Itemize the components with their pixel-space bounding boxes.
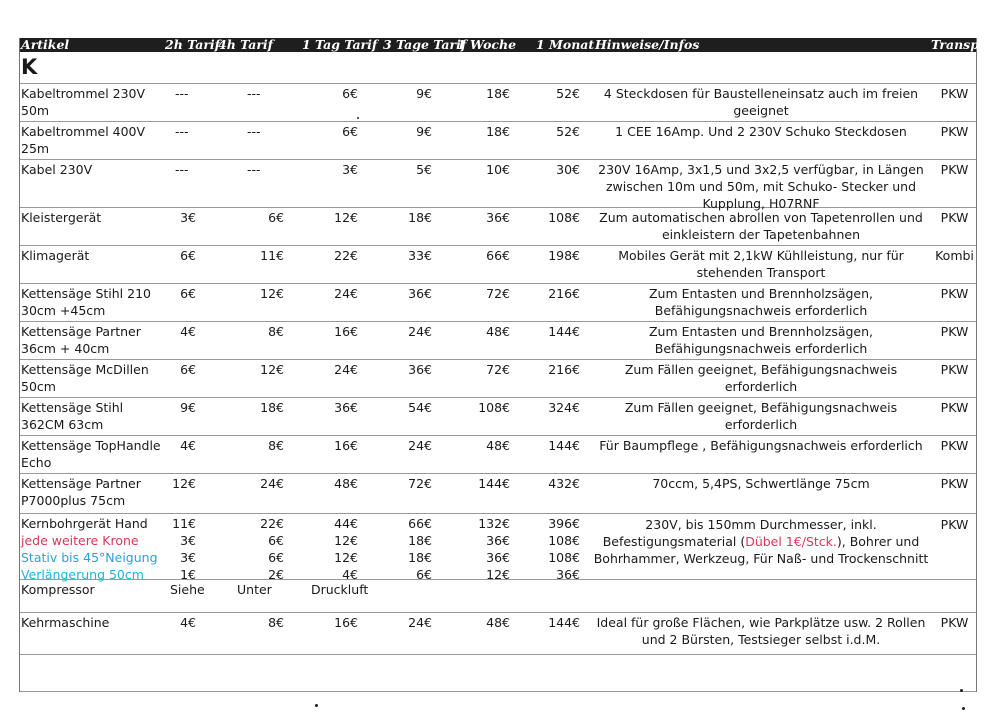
row-monat1: 324€ (548, 400, 580, 415)
kernbohr-line-h2: 11€ (172, 516, 196, 531)
row-tag1: 24€ (334, 362, 358, 377)
kehr-1monat: 144€ (548, 615, 580, 630)
row-artikel: Kettensäge Partner 36cm + 40cm (21, 324, 141, 356)
row-artikel: Kleistergerät (21, 210, 102, 225)
kernbohr-line-h2: 3€ (180, 550, 196, 565)
row-woche1: 36€ (486, 210, 510, 225)
row-transp: PKW (940, 86, 969, 101)
kernbohr-line-h2: 1€ (180, 567, 196, 582)
header-4h: 4h Tarif (218, 37, 274, 52)
price-table (19, 37, 984, 692)
kernbohr-hinweise: 230V, bis 150mm Durchmesser, inkl. Befestigungsmaterial (Dübel 1€/Stck.), Bohrer und Bohrhammer, Werkzeug, Für Naß- und Trockenschnitt (593, 517, 929, 566)
row-transp: Kombi (935, 248, 974, 263)
kernbohr-transp: PKW (940, 517, 969, 532)
row-artikel: Kabel 230V (21, 162, 93, 177)
row-woche1: 72€ (486, 362, 510, 377)
kernbohr-line-artikel: Kernbohrgerät Hand (21, 516, 148, 531)
header-3tage: 3 Tage Tarif (383, 37, 467, 52)
header-1tag: 1 Tag Tarif (302, 37, 378, 52)
row-h4: 18€ (260, 400, 284, 415)
kernbohr-line-tage3: 6€ (416, 567, 432, 582)
row-h4: 6€ (268, 210, 284, 225)
row-tag1: 6€ (342, 86, 358, 101)
header-transp: Transp. (931, 37, 984, 52)
kernbohr-line-woche1: 12€ (486, 567, 510, 582)
row-h2: 6€ (180, 362, 196, 377)
table-row-kehrmaschine (20, 613, 976, 655)
row-monat1: 216€ (548, 286, 580, 301)
kernbohr-line-tag1: 44€ (334, 516, 358, 531)
row-hinweise: Zum automatischen abrollen von Tapetenrollen und einkleistern der Tapetenbahnen (599, 210, 923, 242)
row-transp: PKW (940, 362, 969, 377)
table-row (20, 436, 976, 474)
kehr-1woche: 48€ (486, 615, 510, 630)
kernbohr-line-monat1: 108€ (548, 550, 580, 565)
kehr-4h: 8€ (268, 615, 284, 630)
kernbohr-line-tage3: 18€ (408, 550, 432, 565)
row-artikel: Kettensäge Stihl 362CM 63cm (21, 400, 124, 432)
row-monat1: 52€ (556, 124, 580, 139)
row-h2: 6€ (180, 248, 196, 263)
row-transp: PKW (940, 476, 969, 491)
kernbohr-line-artikel: Verlängerung 50cm (21, 567, 144, 582)
section-letter: K (20, 52, 976, 84)
kompressor-unter: Unter (237, 582, 272, 597)
kernbohr-line-h2: 3€ (180, 533, 196, 548)
row-tage3: 9€ (416, 124, 432, 139)
row-h2: 6€ (180, 286, 196, 301)
row-hinweise: Mobiles Gerät mit 2,1kW Kühlleistung, nur für stehenden Transport (618, 248, 904, 280)
row-woche1: 108€ (478, 400, 510, 415)
table-row-kernbohr (20, 514, 976, 580)
row-woche1: 72€ (486, 286, 510, 301)
table-row (20, 208, 976, 246)
kehr-hinweise: Ideal für große Flächen, wie Parkplätze usw. 2 Rollen und 2 Bürsten, Testsieger selbst i.d.M. (596, 615, 926, 647)
row-transp: PKW (940, 210, 969, 225)
row-hinweise: 1 CEE 16Amp. Und 2 230V Schuko Steckdosen (615, 124, 907, 139)
scan-speck (315, 704, 318, 707)
table-row (20, 160, 976, 211)
row-transp: PKW (940, 124, 969, 139)
kernbohr-line-woche1: 132€ (478, 516, 510, 531)
row-h4: 12€ (260, 362, 284, 377)
row-hinweise: Zum Fällen geeignet, Befähigungsnachweis erforderlich (624, 362, 898, 394)
row-tage3: 24€ (408, 438, 432, 453)
row-h4: 8€ (268, 438, 284, 453)
row-transp: PKW (940, 286, 969, 301)
kernbohr-line-tag1: 12€ (334, 533, 358, 548)
kernbohr-line-monat1: 108€ (548, 533, 580, 548)
row-monat1: 198€ (548, 248, 580, 263)
row-woche1: 144€ (478, 476, 510, 491)
row-h2: --- (175, 86, 189, 101)
row-h2: 4€ (180, 438, 196, 453)
table-row (20, 122, 976, 160)
article-rows (20, 84, 976, 514)
row-tage3: 54€ (408, 400, 432, 415)
kehr-1tag: 16€ (334, 615, 358, 630)
kernbohr-line-monat1: 36€ (556, 567, 580, 582)
kernbohr-line-artikel: Stativ bis 45°Neigung (21, 550, 158, 565)
row-transp: PKW (940, 438, 969, 453)
row-h4: 12€ (260, 286, 284, 301)
kernbohr-line-h4: 6€ (268, 533, 284, 548)
kompressor-artikel: Kompressor (21, 582, 95, 597)
row-h4: --- (247, 162, 261, 177)
row-hinweise: 70ccm, 5,4PS, Schwertlänge 75cm (652, 476, 870, 491)
row-tage3: 9€ (416, 86, 432, 101)
row-tage3: 18€ (408, 210, 432, 225)
row-tag1: 3€ (342, 162, 358, 177)
row-tage3: 36€ (408, 286, 432, 301)
row-tag1: 12€ (334, 210, 358, 225)
kehr-artikel: Kehrmaschine (21, 615, 110, 630)
row-transp: PKW (940, 162, 969, 177)
row-hinweise: 230V 16Amp, 3x1,5 und 3x2,5 verfügbar, in Längen zwischen 10m und 50m, mit Schuko- Stecker und Kupplung, H07RNF (598, 162, 924, 211)
table-row (20, 398, 976, 436)
kernbohr-line-woche1: 36€ (486, 533, 510, 548)
kompressor-druckluft: Druckluft (311, 582, 369, 597)
kernbohr-line-h4: 22€ (260, 516, 284, 531)
row-woche1: 48€ (486, 324, 510, 339)
table-row (20, 246, 976, 284)
table-row (20, 284, 976, 322)
row-h4: 11€ (260, 248, 284, 263)
row-h2: --- (175, 162, 189, 177)
row-h4: --- (247, 124, 261, 139)
row-artikel: Klimagerät (21, 248, 90, 263)
kehr-2h: 4€ (180, 615, 196, 630)
kernbohr-line-woche1: 36€ (486, 550, 510, 565)
table-header (20, 37, 984, 52)
header-artikel: Artikel (21, 37, 70, 52)
row-tag1: 22€ (334, 248, 358, 263)
table-row (20, 322, 976, 360)
row-transp: PKW (940, 324, 969, 339)
row-monat1: 52€ (556, 86, 580, 101)
table-row (20, 360, 976, 398)
header-1woche: 1 Woche (457, 37, 517, 52)
kernbohr-line-tage3: 18€ (408, 533, 432, 548)
row-artikel: Kabeltrommel 400V 25m (21, 124, 146, 156)
row-tag1: 48€ (334, 476, 358, 491)
table-row (20, 84, 976, 122)
row-hinweise: Zum Fällen geeignet, Befähigungsnachweis erforderlich (624, 400, 898, 432)
row-tage3: 33€ (408, 248, 432, 263)
row-tage3: 5€ (416, 162, 432, 177)
kompressor-siehe: Siehe (170, 582, 205, 597)
kernbohr-line-h4: 6€ (268, 550, 284, 565)
row-artikel: Kettensäge TopHandle Echo (21, 438, 161, 470)
row-woche1: 10€ (486, 162, 510, 177)
header-2h: 2h Tarif (165, 37, 221, 52)
row-monat1: 216€ (548, 362, 580, 377)
scan-speck (962, 707, 965, 710)
row-tage3: 72€ (408, 476, 432, 491)
row-artikel: Kettensäge Stihl 210 30cm +45cm (21, 286, 151, 318)
row-woche1: 18€ (486, 124, 510, 139)
row-hinweise: Zum Entasten und Brennholzsägen, Befähigungsnachweis erforderlich (648, 324, 874, 356)
kehr-transp: PKW (940, 615, 969, 630)
scan-speck (960, 689, 963, 692)
row-monat1: 30€ (556, 162, 580, 177)
kernbohr-line-monat1: 396€ (548, 516, 580, 531)
row-h2: 9€ (180, 400, 196, 415)
kernbohr-line-tag1: 12€ (334, 550, 358, 565)
row-transp: PKW (940, 400, 969, 415)
row-tag1: 24€ (334, 286, 358, 301)
header-hinweise: Hinweise/Infos (595, 37, 700, 52)
row-tag1: 36€ (334, 400, 358, 415)
row-monat1: 144€ (548, 324, 580, 339)
row-tag1: 16€ (334, 438, 358, 453)
row-tage3: 36€ (408, 362, 432, 377)
row-tag1: 16€ (334, 324, 358, 339)
row-woche1: 48€ (486, 438, 510, 453)
header-1monat: 1 Monat (536, 37, 595, 52)
kernbohr-line-tage3: 66€ (408, 516, 432, 531)
row-h2: 3€ (180, 210, 196, 225)
row-h4: --- (247, 86, 261, 101)
row-h4: 8€ (268, 324, 284, 339)
row-woche1: 66€ (486, 248, 510, 263)
kernbohr-line-h4: 2€ (268, 567, 284, 582)
row-tage3: 24€ (408, 324, 432, 339)
row-hinweise: Zum Entasten und Brennholzsägen, Befähigungsnachweis erforderlich (648, 286, 874, 318)
table-row-empty (20, 655, 976, 692)
row-artikel: Kettensäge Partner P7000plus 75cm (21, 476, 141, 508)
row-hinweise: Für Baumpflege , Befähigungsnachweis erforderlich (599, 438, 923, 453)
kernbohr-line-artikel: jede weitere Krone (21, 533, 139, 548)
row-monat1: 432€ (548, 476, 580, 491)
row-monat1: 144€ (548, 438, 580, 453)
row-artikel: Kettensäge McDillen 50cm (21, 362, 149, 394)
row-tag1: 6€ (342, 124, 358, 139)
row-h2: --- (175, 124, 189, 139)
table-row-kompressor (20, 580, 976, 613)
row-artikel: Kabeltrommel 230V 50m (21, 86, 146, 118)
row-monat1: 108€ (548, 210, 580, 225)
kernbohr-line-tag1: 4€ (342, 567, 358, 582)
row-h2: 4€ (180, 324, 196, 339)
row-hinweise: 4 Steckdosen für Baustelleneinsatz auch im freien geeignet (603, 86, 919, 118)
table-row (20, 474, 976, 514)
row-h4: 24€ (260, 476, 284, 491)
row-woche1: 18€ (486, 86, 510, 101)
row-h2: 12€ (172, 476, 196, 491)
scan-speck (357, 117, 359, 119)
kehr-3tage: 24€ (408, 615, 432, 630)
